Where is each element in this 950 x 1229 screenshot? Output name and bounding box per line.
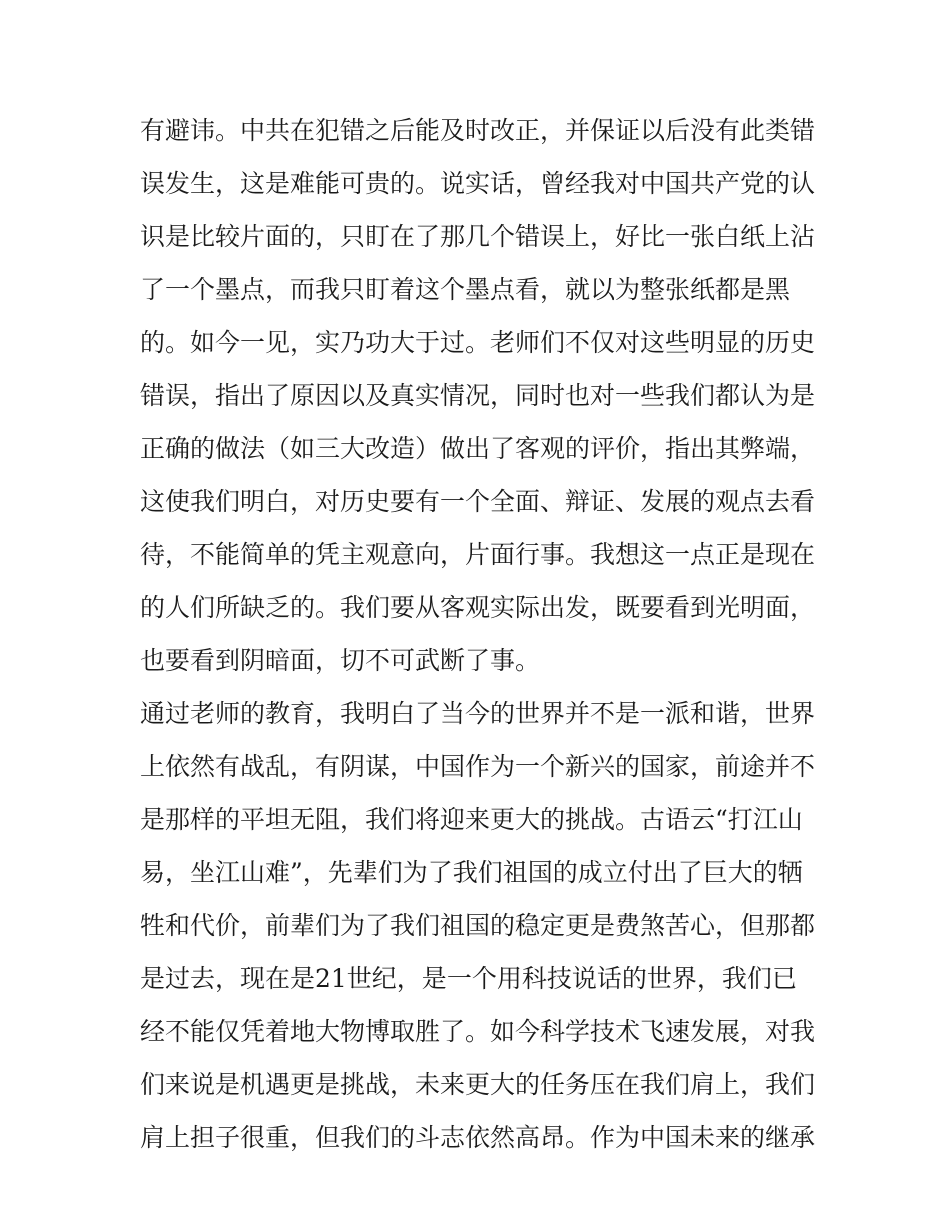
text-line: 牲和代价，前辈们为了我们祖国的稳定更是费煞苦心，但那都 xyxy=(140,911,816,940)
text-line: 是过去，现在是21世纪，是一个用科技说话的世界，我们已 xyxy=(140,964,797,993)
text-line: 们来说是机遇更是挑战，未来更大的任务压在我们肩上，我们 xyxy=(140,1070,816,1099)
text-line: 易，坐江山难”，先辈们为了我们祖国的成立付出了巨大的牺 xyxy=(140,858,803,887)
text-line: 经不能仅凭着地大物博取胜了。如今科学技术飞速发展，对我 xyxy=(140,1017,816,1046)
text-line: 的。如今一见，实乃功大于过。老师们不仅对这些明显的历史 xyxy=(140,328,816,357)
body-text xyxy=(140,104,820,1164)
text-line: 错误，指出了原因以及真实情况，同时也对一些我们都认为是 xyxy=(140,381,816,410)
text-line: 正确的做法（如三大改造）做出了客观的评价，指出其弊端， xyxy=(140,434,816,463)
text-line: 识是比较片面的，只盯在了那几个错误上，好比一张白纸上沾 xyxy=(140,222,816,251)
text-line: 肩上担子很重，但我们的斗志依然高昂。作为中国未来的继承 xyxy=(140,1123,816,1152)
text-line: 这使我们明白，对历史要有一个全面、辩证、发展的观点去看 xyxy=(140,487,816,516)
text-line: 了一个墨点，而我只盯着这个墨点看，就以为整张纸都是黑 xyxy=(140,275,791,304)
text-line: 有避讳。中共在犯错之后能及时改正，并保证以后没有此类错 xyxy=(140,116,816,145)
text-line: 通过老师的教育，我明白了当今的世界并不是一派和谐，世界 xyxy=(140,699,816,728)
text-line: 的人们所缺乏的。我们要从客观实际出发，既要看到光明面， xyxy=(140,593,816,622)
text-line: 误发生，这是难能可贵的。说实话，曾经我对中国共产党的认 xyxy=(140,169,816,198)
text-line: 待，不能简单的凭主观意向，片面行事。我想这一点正是现在 xyxy=(140,540,816,569)
text-line: 也要看到阴暗面，切不可武断了事。 xyxy=(140,646,541,675)
text-line: 上依然有战乱，有阴谋，中国作为一个新兴的国家，前途并不 xyxy=(140,752,816,781)
text-line: 是那样的平坦无阻，我们将迎来更大的挑战。古语云“打江山 xyxy=(140,805,803,834)
